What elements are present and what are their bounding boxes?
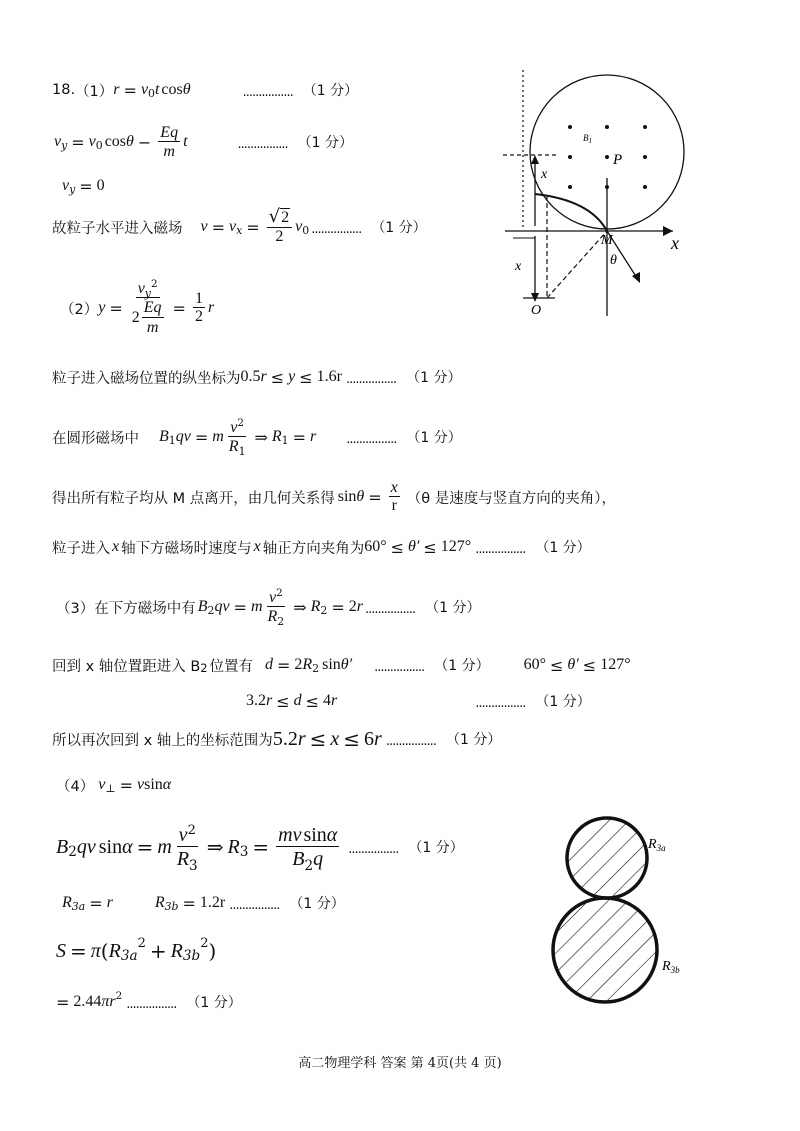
circle-R3a (567, 818, 647, 898)
label-B1: $B_1$ (583, 133, 592, 145)
part-1-label: （1） (75, 83, 114, 100)
eq-angle-range: 粒子进入 x 轴下方磁场时速度与 x 轴正方向夹角为 60° ≤ θ′ ≤ 127° ................ （1 分） (52, 537, 591, 557)
label-theta: θ (610, 253, 617, 268)
eq-area-sum: S = π ( R 3a 2 + R 3b 2 ) (56, 936, 217, 964)
eq-r-v0t-cos: 18. （1） r = v 0 t cos θ ................ （1 分） (52, 80, 359, 101)
circle-R3b (553, 898, 657, 1002)
eq-lower-field: （3） 在下方磁场中有 B 2 q v = m $\frac{v^2}{R_2}$ ⇒ R 2 = 2 r ................ （1 分） (56, 586, 481, 628)
label-P: P (613, 152, 623, 168)
label-x-axis: x (671, 233, 679, 253)
question-number: 18. (52, 82, 76, 98)
magnetic-field-diagram (495, 60, 715, 325)
eq-x-coord-range: 所以再次回到 x 轴上的坐标范围为 5.2 r ≤ x ≤ 6 r ................ （1 分） (52, 727, 502, 751)
eq-circular-field: 在圆形磁场中 B 1 q v = m $\frac{v^2}{R_1}$ ⇒ R 1 = r ................ （1 分） (52, 416, 462, 458)
two-circles-diagram (540, 810, 710, 1015)
eq-area-result: = 2.44 π r 2 ................ （1 分） (56, 990, 242, 1012)
eq-y-half-r: （2） y = $v_y^2$ 2 $\frac{Eq}{m}$ = $\frac{1}{2}$ r (60, 277, 215, 336)
label-R3b: $R_{3b}$ (662, 959, 680, 975)
eq-v-perp: （4） v ⊥ = v sin α (56, 775, 172, 796)
label-x-upper: x (541, 167, 548, 182)
label-x-lower: x (515, 259, 522, 274)
eq-horizontal-entry: 故粒子水平进入磁场 v = v x = √ 2 2 v 0 ................ （1 分） (52, 206, 427, 245)
eq-d-range: 3.2 r ≤ d ≤ 4 r ................ （1 分） (246, 691, 591, 711)
page-footer: 高二物理学科 答案 第 4页(共 4 页) (298, 1056, 502, 1071)
eq-return-distance: 回到 x 轴位置距进入 B 2 位置有 d = 2 R 2 sin θ′ ................ （1 分） 60° ≤ θ′ ≤ 127° (52, 655, 631, 676)
eq-vy-zero: v y = 0 (62, 176, 105, 197)
part-3-label: （3） (56, 600, 95, 617)
eq-sin-theta: 得出所有粒子均从 M 点离开，由几何关系得 sin θ = $\frac{x}{r}$ （θ 是速度与竖直方向的夹角）， (52, 478, 617, 515)
label-R3a: $R_{3a}$ (648, 837, 666, 853)
label-O: O (531, 303, 542, 318)
eq-vy-expression: v y = v 0 cos θ − $\frac{Eq}{m}$ t ................ （1 分） (54, 123, 354, 161)
eq-entry-y-range: 粒子进入磁场位置的纵坐标为 0.5 r ≤ y ≤ 1.6 r ................ （1 分） (52, 367, 462, 387)
eq-R3a-R3b-values: R 3a = r R 3b = 1.2r ................ （1 分） (62, 893, 345, 914)
part-2-label: （2） (60, 301, 99, 318)
eq-R3-expression: B 2 q v sin α = m $\frac{v^2}{R_3}$ ⇒ R 3 = $\frac{\text{mv sinα}}{B_2q}$ ................ （1 分） (56, 822, 464, 874)
part-4-label: （4） (56, 778, 95, 795)
label-M: M (601, 233, 613, 248)
